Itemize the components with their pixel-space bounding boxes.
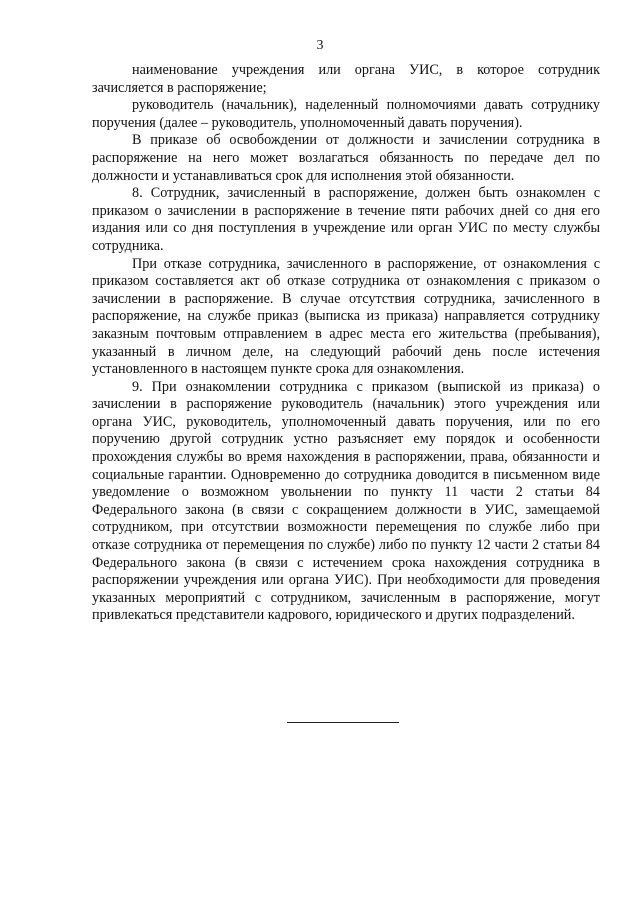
end-separator-line xyxy=(287,722,399,723)
paragraph-item-8: 8. Сотрудник, зачисленный в распоряжение, должен быть ознакомлен с приказом о зачислении в распоряжение в течение пяти рабочих дней со дня его издания или со дня поступления в учреждение или орган УИС по месту службы сотрудника. xyxy=(92,185,600,254)
document-body xyxy=(92,62,600,625)
paragraph-order-duties: В приказе об освобождении от должности и зачислении сотрудника в распоряжение на него может возлагаться обязанность по передаче дел по должности и устанавливаться срок для исполнения этой обязанности. xyxy=(92,132,600,184)
paragraph-item-9: 9. При ознакомлении сотрудника с приказом (выпиской из приказа) о зачислении в распоряжение руководитель (начальник) этого учреждения или органа УИС, руководитель, уполномоченный давать поручения, или по его поручению другой сотрудник устно разъясняет ему порядок и особенности прохождения службы во время нахождения в распоряжении, права, обязанности и социальные гарантии. Одновременно до сотрудника доводится в письменном виде уведомление о возможном увольнении по пункту 11 части 2 статьи 84 Федерального закона (в связи с сокращением должности в УИС, замещаемой сотрудником, при отсутствии возможности перемещения по службе либо при отказе сотрудника от перемещения по службе) либо по пункту 12 части 2 статьи 84 Федерального закона (в связи с истечением срока нахождения сотрудника в распоряжении учреждения или органа УИС). При необходимости для проведения указанных мероприятий с сотрудником, зачисленным в распоряжение, могут привлекаться представители кадрового, юридического и других подразделений. xyxy=(92,378,600,624)
page-number: 3 xyxy=(316,38,324,53)
paragraph-institution-name: наименование учреждения или органа УИС, в которое сотрудник зачисляется в распоряжение; xyxy=(92,62,600,96)
paragraph-authorized-head: руководитель (начальник), наделенный полномочиями давать сотруднику поручения (далее – руководитель, уполномоченный давать поручения). xyxy=(92,97,600,131)
paragraph-refusal-act: При отказе сотрудника, зачисленного в распоряжение, от ознакомления с приказом составляется акт об отказе сотрудника от ознакомления с приказом о зачислении в распоряжение. В случае отсутствия сотрудника, зачисленного в распоряжение, на службе приказ (выписка из приказа) направляется сотруднику заказным почтовым отправлением в адрес места его жительства (пребывания), указанный в личном деле, на следующий рабочий день после истечения установленного в настоящем пункте срока для ознакомления. xyxy=(92,255,600,378)
